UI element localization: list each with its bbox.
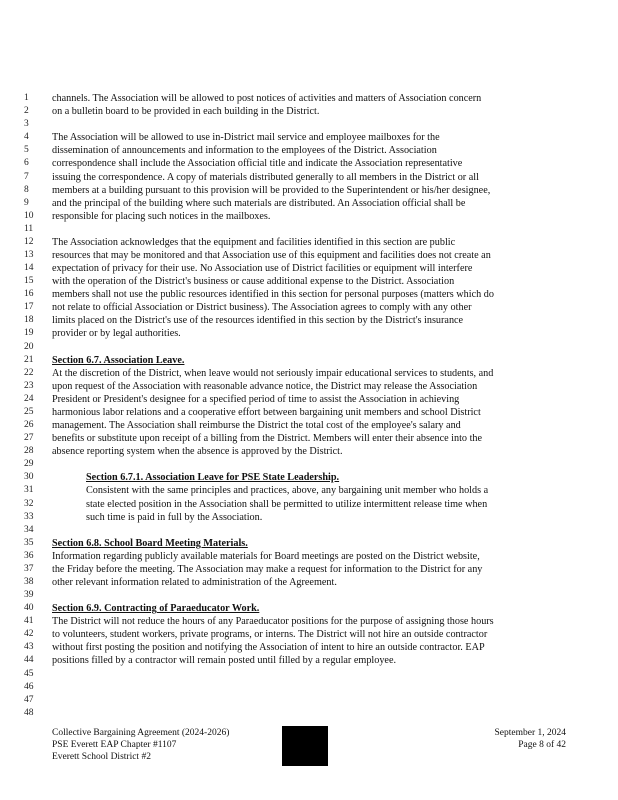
body-text: responsible for placing such notices in the mailboxes. [52,210,271,222]
body-text: members shall not use the public resources identified in this section for personal purposes (matters which do [52,289,494,301]
line-number: 40 [24,603,34,614]
footer-agreement-title: Collective Bargaining Agreement (2024-2026) [52,728,230,738]
text-line [0,354,618,367]
text-line [0,537,618,550]
line-number: 9 [24,197,29,208]
text-line [0,314,618,327]
section-heading: Section 6.9. Contracting of Paraeducator Work. [52,603,260,615]
text-line [0,275,618,288]
line-number: 45 [24,668,34,679]
text-line [0,615,618,628]
text-line [0,628,618,641]
text-line [0,92,618,105]
text-line [0,157,618,170]
line-number: 10 [24,210,34,221]
footer-page-number: Page 8 of 42 [518,740,566,750]
line-number: 34 [24,524,34,535]
line-number: 23 [24,380,34,391]
line-number: 29 [24,459,34,470]
line-number: 42 [24,629,34,640]
text-line [0,249,618,262]
body-text: issuing the correspondence. A copy of materials distributed generally to all members in the District or all [52,171,479,183]
text-line [0,171,618,184]
line-number: 1 [24,93,29,103]
page-footer [0,726,618,786]
line-number: 15 [24,276,34,287]
line-number: 43 [24,642,34,653]
text-line [0,301,618,314]
text-line [0,144,618,157]
line-number: 20 [24,341,34,352]
body-text: with the operation of the District's business or cause additional expense to the District. Association [52,276,455,288]
body-text: President or President's designee for a specified period of time to assist the Association in achieving [52,393,460,405]
body-text: and the principal of the building where such materials are distributed. An Association official shall be [52,197,466,209]
line-number: 22 [24,367,34,378]
text-line [0,367,618,380]
text-line [0,223,618,236]
text-line [0,681,618,694]
body-text: limits placed on the District's use of the resources identified in this section by the District's insurance [52,315,464,327]
body-text: upon request of the Association with reasonable advance notice, the District may release the Association [52,380,478,392]
body-text: At the discretion of the District, when leave would not seriously impair educational services to students, and [52,367,494,379]
section-heading: Section 6.7. Association Leave. [52,354,185,366]
text-line [0,654,618,667]
subsection-heading: Section 6.7.1. Association Leave for PSE State Leadership. [86,472,340,484]
line-number: 6 [24,158,29,169]
text-line [0,262,618,275]
text-line [0,197,618,210]
subsection-text: Consistent with the same principles and practices, above, any bargaining unit member who holds a [86,485,489,497]
line-number: 46 [24,681,34,692]
text-line [0,105,618,118]
line-number: 27 [24,433,34,444]
line-number: 44 [24,655,34,666]
line-number: 4 [24,132,29,143]
text-line [0,511,618,524]
line-number: 13 [24,250,34,260]
body-text: resources that may be monitored and that Association use of this equipment and facilities does not create an [52,250,491,261]
subsection-text: state elected position in the Association shall be permitted to utilize intermittent release time when [86,498,488,510]
line-number: 26 [24,420,34,430]
body-text: without first posting the position and notifying the Association of intent to hire an outside contractor. EAP [52,642,485,654]
body-text: members at a building pursuant to this provision will be provided to the Superintendent or his/her designee, [52,184,491,196]
line-number: 37 [24,563,34,574]
body-text: harmonious labor relations and a cooperative effort between bargaining unit members and school District [52,406,481,418]
text-line [0,563,618,576]
footer-chapter: PSE Everett EAP Chapter #1107 [52,740,177,750]
section-heading: Section 6.8. School Board Meeting Materials. [52,537,248,549]
line-number: 36 [24,550,34,561]
text-line [0,484,618,497]
text-line [0,327,618,340]
line-number: 21 [24,354,34,365]
line-number: 2 [24,106,29,117]
text-line [0,458,618,471]
line-number: 39 [24,590,34,600]
body-text: expectation of privacy for their use. No Association use of District facilities or equipment will interfere [52,263,473,274]
body-text: other relevant information related to administration of the Agreement. [52,577,337,588]
body-text: The Association acknowledges that the equipment and facilities identified in this section are public [52,236,456,248]
text-line [0,118,618,131]
footer-district: Everett School District #2 [52,752,151,762]
text-line [0,210,618,223]
line-number: 18 [24,315,34,326]
line-number: 5 [24,145,29,156]
text-line [0,341,618,354]
line-number: 8 [24,184,29,195]
body-text: The Association will be allowed to use in-District mail service and employee mailboxes for the [52,132,440,144]
body-text: the Friday before the meeting. The Association may make a request for information to the District for any [52,563,483,575]
line-number: 7 [24,171,29,182]
footer-date: September 1, 2024 [494,728,566,738]
body-text: not relate to official Association or District business). The Association agrees to comply with any other [52,302,472,314]
line-number: 35 [24,537,34,548]
text-line [0,380,618,393]
body-text: dissemination of announcements and information to the employees of the District. Association [52,145,437,157]
text-line [0,602,618,615]
body-text: management. The Association shall reimburse the District the total cost of the employee's salary and [52,420,461,431]
text-line [0,694,618,707]
text-line [0,589,618,602]
text-line [0,576,618,589]
line-number: 38 [24,577,34,587]
line-number: 48 [24,707,34,718]
line-number: 31 [24,485,34,496]
text-line [0,288,618,301]
line-number: 17 [24,302,34,313]
body-text: provider or by legal authorities. [52,328,181,340]
text-line [0,641,618,654]
line-number: 32 [24,498,34,509]
line-number: 3 [24,119,29,130]
line-number: 12 [24,236,34,247]
text-line [0,432,618,445]
line-number: 19 [24,328,34,339]
text-line [0,550,618,563]
text-line [0,668,618,681]
text-line [0,524,618,537]
line-number: 28 [24,446,34,457]
text-line [0,131,618,144]
body-text: to volunteers, student workers, private programs, or interns. The District will not hire an outside contractor [52,629,488,641]
text-line [0,445,618,458]
body-text: on a bulletin board to be provided in each building in the District. [52,106,320,118]
text-line [0,471,618,484]
line-number: 16 [24,289,34,300]
body-text: positions filled by a contractor will remain posted until filled by a regular employee. [52,655,397,667]
line-number: 14 [24,263,34,273]
text-line [0,498,618,511]
body-text: correspondence shall include the Association official title and indicate the Association representative [52,158,463,170]
line-number: 33 [24,511,34,522]
body-text: absence reporting system when the absence is approved by the District. [52,446,343,458]
line-number: 25 [24,406,34,417]
text-line [0,419,618,432]
text-line [0,707,618,720]
body-text: The District will not reduce the hours of any Paraeducator positions for the purpose of assigning those hours [52,616,494,628]
line-number: 41 [24,616,34,627]
text-line [0,184,618,197]
line-number: 30 [24,472,34,483]
body-text: channels. The Association will be allowed to post notices of activities and matters of Association concern [52,93,482,104]
subsection-text: such time is paid in full by the Association. [86,511,263,523]
body-text: Information regarding publicly available materials for Board meetings are posted on the District website, [52,550,480,562]
line-number: 47 [24,694,34,705]
body-text: benefits or substitute upon receipt of a billing from the District. Members will enter their absence into the [52,433,483,445]
line-number: 11 [24,223,34,234]
text-line [0,236,618,249]
text-line [0,393,618,406]
line-number: 24 [24,393,34,404]
text-line [0,406,618,419]
